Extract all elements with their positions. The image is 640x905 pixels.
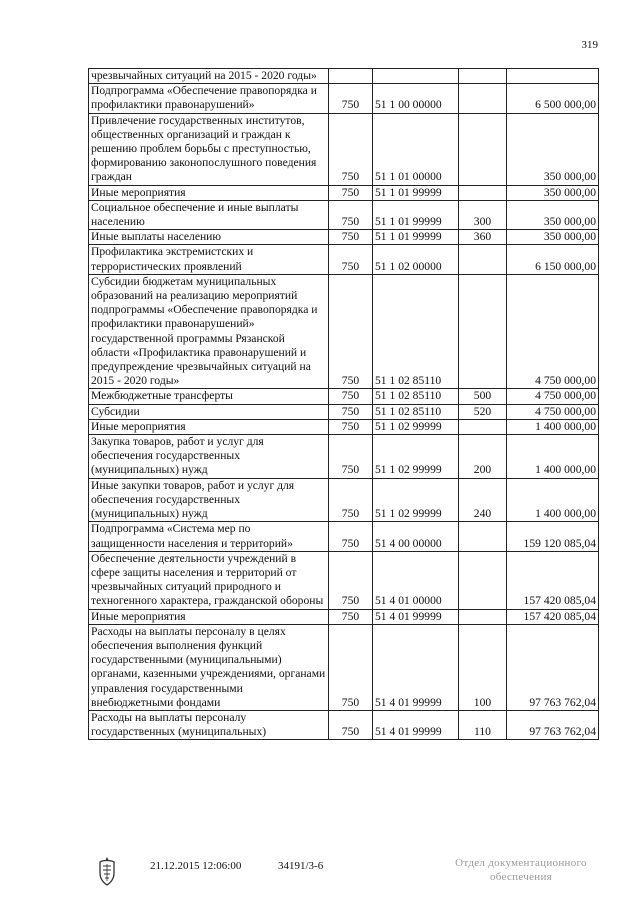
row-grbs-cell: 750: [329, 710, 373, 739]
table-row: [89, 478, 599, 522]
row-grbs-cell: 750: [329, 185, 373, 200]
row-vr-cell: 100: [459, 624, 507, 710]
row-sum-cell: 350 000,00: [507, 113, 599, 185]
row-name-cell: чрезвычайных ситуаций на 2015 - 2020 годы»: [89, 69, 329, 84]
table-row: [89, 245, 599, 274]
row-vr-cell: 500: [459, 389, 507, 404]
row-sum-cell: 1 400 000,00: [507, 478, 599, 522]
row-sum-cell: 97 763 762,04: [507, 710, 599, 739]
row-vr-cell: 360: [459, 230, 507, 245]
table-row: [89, 69, 599, 84]
row-name-cell: Подпрограмма «Обеспечение правопорядка и профилактики правонарушений»: [89, 84, 329, 113]
budget-table: [88, 68, 599, 740]
row-csr-cell: 51 1 02 99999: [373, 478, 459, 522]
row-csr-cell: 51 4 01 00000: [373, 551, 459, 609]
row-csr-cell: 51 4 01 99999: [373, 710, 459, 739]
table-row: [89, 185, 599, 200]
row-sum-cell: 4 750 000,00: [507, 274, 599, 389]
row-csr-cell: 51 1 02 85110: [373, 274, 459, 389]
row-sum-cell: 4 750 000,00: [507, 389, 599, 404]
row-grbs-cell: 750: [329, 478, 373, 522]
table-row: [89, 404, 599, 419]
row-grbs-cell: 750: [329, 404, 373, 419]
table-row: [89, 200, 599, 229]
row-csr-cell: 51 1 01 99999: [373, 230, 459, 245]
row-grbs-cell: 750: [329, 435, 373, 479]
row-grbs-cell: 750: [329, 245, 373, 274]
row-vr-cell: [459, 185, 507, 200]
row-grbs-cell: 750: [329, 522, 373, 551]
row-name-cell: Иные мероприятия: [89, 185, 329, 200]
row-sum-cell: 97 763 762,04: [507, 624, 599, 710]
stamp-line-1: Отдел документационного: [455, 857, 587, 869]
row-sum-cell: 350 000,00: [507, 200, 599, 229]
row-sum-cell: 6 500 000,00: [507, 84, 599, 113]
row-grbs-cell: 750: [329, 419, 373, 434]
row-name-cell: Расходы на выплаты персоналу государственных (муниципальных): [89, 710, 329, 739]
table-row: [89, 624, 599, 710]
row-name-cell: Субсидии бюджетам муниципальных образований на реализацию мероприятий подпрограммы «Обеспечение правопорядка и профилактики правонарушений» государственной программы Рязанской области «Профилактика правонарушений и предупреждение чрезвычайных ситуаций на 2015 - 2020 годы»: [89, 274, 329, 389]
row-name-cell: Иные закупки товаров, работ и услуг для обеспечения государственных (муниципальных) нужд: [89, 478, 329, 522]
row-grbs-cell: 750: [329, 624, 373, 710]
row-vr-cell: [459, 609, 507, 624]
table-row: [89, 609, 599, 624]
row-vr-cell: [459, 274, 507, 389]
row-name-cell: Подпрограмма «Система мер по защищенности населения и территорий»: [89, 522, 329, 551]
row-name-cell: Расходы на выплаты персоналу в целях обеспечения выполнения функций государственными (муниципальными) органами, казенными учреждениями, органами управления государственными внебюджетными фондами: [89, 624, 329, 710]
row-sum-cell: 1 400 000,00: [507, 435, 599, 479]
stamp-line-2: обеспечения: [489, 871, 553, 883]
row-name-cell: Межбюджетные трансферты: [89, 389, 329, 404]
row-csr-cell: 51 1 02 85110: [373, 404, 459, 419]
row-sum-cell: 4 750 000,00: [507, 404, 599, 419]
table-row: [89, 435, 599, 479]
row-grbs-cell: 750: [329, 200, 373, 229]
row-vr-cell: [459, 84, 507, 113]
row-vr-cell: 520: [459, 404, 507, 419]
row-name-cell: Привлечение государственных институтов, общественных организаций и граждан к решению проблем борьбы с преступностью, формированию законопослушного поведения граждан: [89, 113, 329, 185]
row-vr-cell: 240: [459, 478, 507, 522]
table-row: [89, 522, 599, 551]
row-grbs-cell: 750: [329, 609, 373, 624]
row-csr-cell: [373, 69, 459, 84]
row-name-cell: Иные мероприятия: [89, 609, 329, 624]
row-vr-cell: [459, 551, 507, 609]
row-vr-cell: 300: [459, 200, 507, 229]
row-sum-cell: 1 400 000,00: [507, 419, 599, 434]
table-row: [89, 419, 599, 434]
row-sum-cell: 350 000,00: [507, 230, 599, 245]
row-vr-cell: [459, 69, 507, 84]
row-vr-cell: [459, 419, 507, 434]
row-csr-cell: 51 1 01 99999: [373, 200, 459, 229]
row-grbs-cell: 750: [329, 113, 373, 185]
row-name-cell: Профилактика экстремистских и террористических проявлений: [89, 245, 329, 274]
table-row: [89, 84, 599, 113]
page-number: 319: [581, 39, 598, 51]
row-grbs-cell: 750: [329, 551, 373, 609]
table-row: [89, 113, 599, 185]
table-row: [89, 230, 599, 245]
department-stamp: [446, 856, 596, 884]
row-csr-cell: 51 1 00 00000: [373, 84, 459, 113]
table-row: [89, 274, 599, 389]
row-vr-cell: [459, 522, 507, 551]
row-grbs-cell: 750: [329, 274, 373, 389]
row-name-cell: Иные мероприятия: [89, 419, 329, 434]
table-row: [89, 389, 599, 404]
row-sum-cell: [507, 69, 599, 84]
row-grbs-cell: 750: [329, 389, 373, 404]
row-sum-cell: 157 420 085,04: [507, 551, 599, 609]
row-name-cell: Субсидии: [89, 404, 329, 419]
row-sum-cell: 157 420 085,04: [507, 609, 599, 624]
row-name-cell: Социальное обеспечение и иные выплаты населению: [89, 200, 329, 229]
row-vr-cell: [459, 113, 507, 185]
row-csr-cell: 51 4 01 99999: [373, 609, 459, 624]
table-row: [89, 710, 599, 739]
row-csr-cell: 51 1 01 99999: [373, 185, 459, 200]
page-footer: [0, 856, 640, 896]
row-sum-cell: 159 120 085,04: [507, 522, 599, 551]
row-vr-cell: [459, 245, 507, 274]
coat-of-arms-icon: [96, 856, 118, 886]
row-sum-cell: 6 150 000,00: [507, 245, 599, 274]
row-vr-cell: 200: [459, 435, 507, 479]
row-csr-cell: 51 4 01 99999: [373, 624, 459, 710]
row-name-cell: Обеспечение деятельности учреждений в сфере защиты населения и территорий от чрезвычайных ситуаций природного и техногенного характера, гражданской обороны: [89, 551, 329, 609]
row-name-cell: Закупка товаров, работ и услуг для обеспечения государственных (муниципальных) нужд: [89, 435, 329, 479]
row-name-cell: Иные выплаты населению: [89, 230, 329, 245]
row-grbs-cell: 750: [329, 84, 373, 113]
row-csr-cell: 51 1 01 00000: [373, 113, 459, 185]
row-sum-cell: 350 000,00: [507, 185, 599, 200]
table-row: [89, 551, 599, 609]
row-grbs-cell: [329, 69, 373, 84]
row-csr-cell: 51 1 02 85110: [373, 389, 459, 404]
row-csr-cell: 51 1 02 00000: [373, 245, 459, 274]
row-vr-cell: 110: [459, 710, 507, 739]
row-csr-cell: 51 1 02 99999: [373, 435, 459, 479]
row-csr-cell: 51 1 02 99999: [373, 419, 459, 434]
footer-datetime: 21.12.2015 12:06:00: [150, 860, 242, 872]
row-csr-cell: 51 4 00 00000: [373, 522, 459, 551]
row-grbs-cell: 750: [329, 230, 373, 245]
budget-table-body: [89, 69, 599, 740]
footer-doc-number: 34191/3-6: [278, 860, 324, 872]
